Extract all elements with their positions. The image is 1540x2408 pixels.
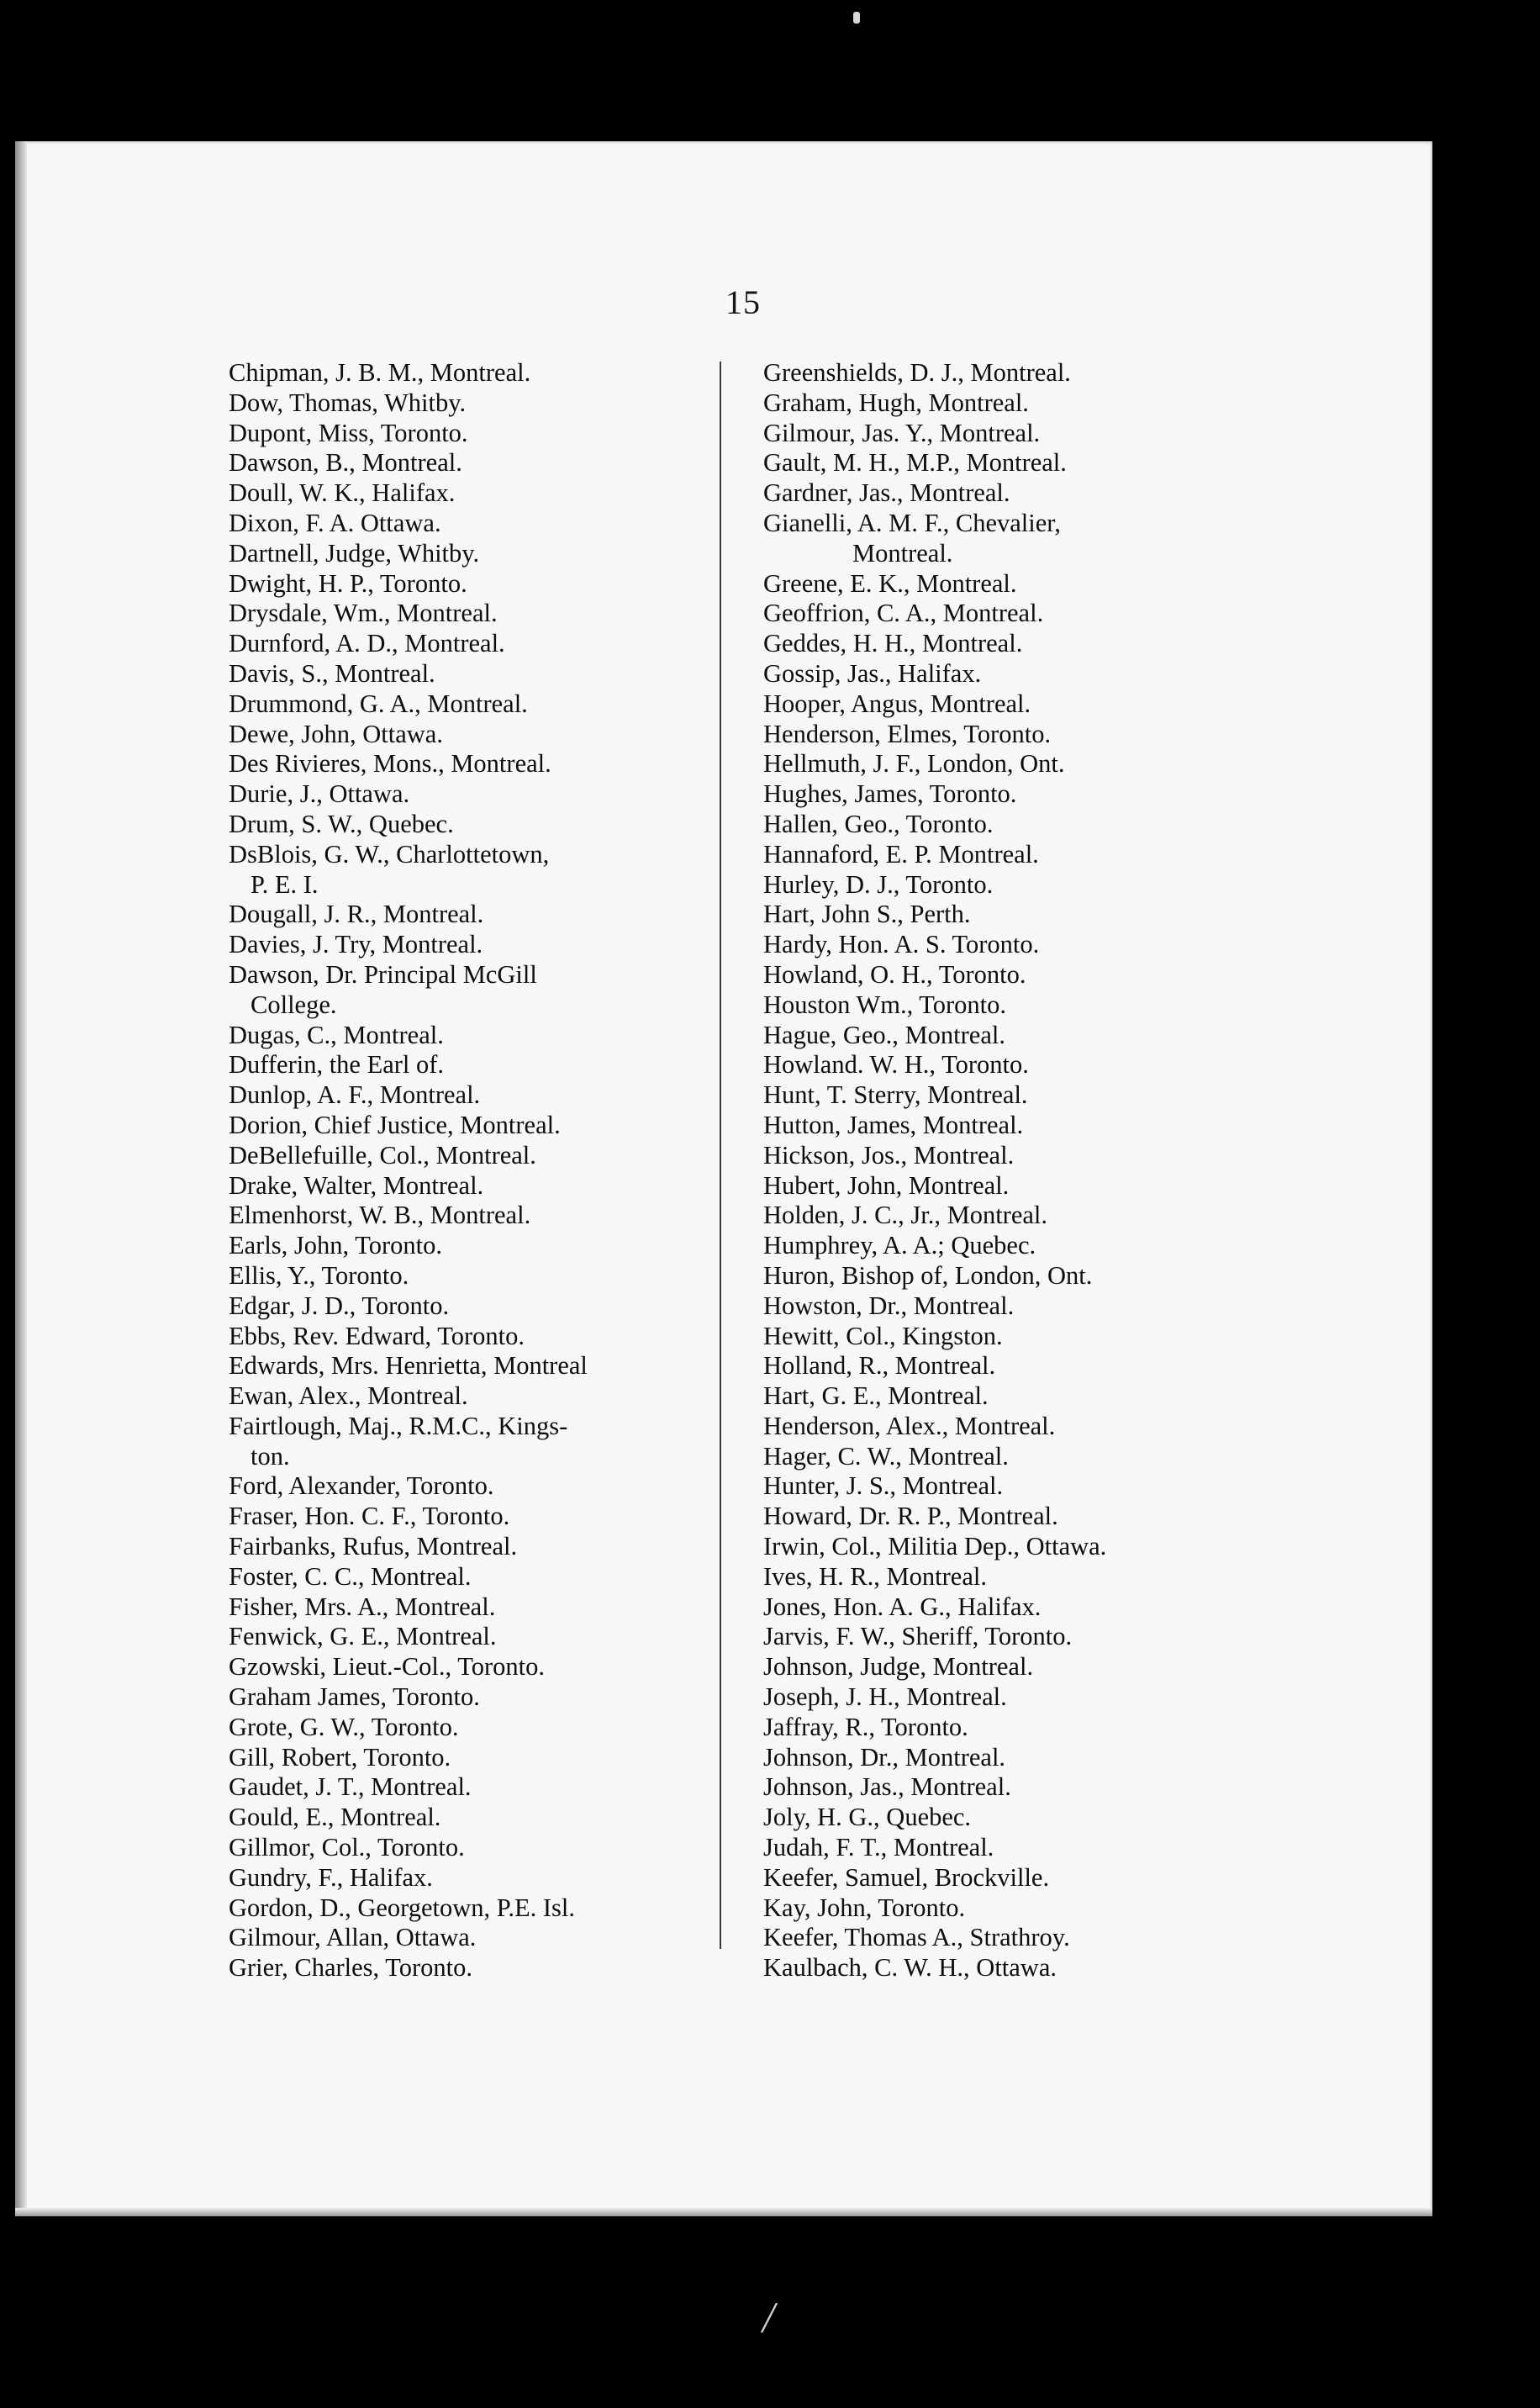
list-entry: Fairtlough, Maj., R.M.C., Kings-	[229, 1411, 568, 1440]
list-entry: Howston, Dr., Montreal.	[763, 1291, 1015, 1320]
column-divider	[720, 362, 721, 1949]
list-entry: Greene, E. K., Montreal.	[763, 568, 1017, 598]
list-entry: Gzowski, Lieut.-Col., Toronto.	[229, 1652, 545, 1682]
list-entry: Hooper, Angus, Montreal.	[763, 689, 1031, 718]
list-entry: Ellis, Y., Toronto.	[229, 1260, 409, 1290]
list-entry: Ford, Alexander, Toronto.	[229, 1471, 494, 1501]
scan-speck	[853, 12, 860, 24]
list-entry: Hart, G. E., Montreal.	[763, 1381, 989, 1411]
list-entry: Hannaford, E. P. Montreal.	[763, 839, 1039, 869]
list-entry: Kaulbach, C. W. H., Ottawa.	[763, 1953, 1057, 1983]
list-entry: Fenwick, G. E., Montreal.	[229, 1622, 497, 1651]
list-entry: Doull, W. K., Halifax.	[229, 478, 456, 508]
list-entry: Fisher, Mrs. A., Montreal.	[229, 1592, 496, 1621]
list-entry: Graham James, Toronto.	[229, 1682, 480, 1712]
list-entry: Gianelli, A. M. F., Chevalier,	[763, 508, 1061, 537]
list-entry: Durnford, A. D., Montreal.	[229, 629, 505, 658]
list-entry: DeBellefuille, Col., Montreal.	[229, 1140, 536, 1170]
list-entry: Johnson, Jas., Montreal.	[763, 1772, 1011, 1802]
list-entry: Foster, C. C., Montreal.	[229, 1561, 472, 1591]
list-entry: Joly, H. G., Quebec.	[763, 1803, 972, 1832]
list-entry: DsBlois, G. W., Charlottetown,	[229, 839, 550, 869]
list-entry: Dawson, B., Montreal.	[229, 448, 462, 478]
list-entry: Gaudet, J. T., Montreal.	[229, 1772, 472, 1802]
list-entry: Dewe, John, Ottawa.	[229, 719, 443, 748]
list-entry: Geddes, H. H., Montreal.	[763, 629, 1023, 658]
list-entry: Hickson, Jos., Montreal.	[763, 1140, 1015, 1170]
list-entry: Dugas, C., Montreal.	[229, 1020, 444, 1049]
list-entry: Davis, S., Montreal.	[229, 658, 435, 688]
list-entry: Dunlop, A. F., Montreal.	[229, 1080, 481, 1110]
list-entry: Ives, H. R., Montreal.	[763, 1561, 987, 1591]
list-entry: Howland, O. H., Toronto.	[763, 959, 1026, 989]
list-entry: Kay, John, Toronto.	[763, 1893, 966, 1922]
list-entry: Des Rivieres, Mons., Montreal.	[229, 749, 551, 779]
list-entry: Drum, S. W., Quebec.	[229, 809, 454, 838]
list-entry: Johnson, Dr., Montreal.	[763, 1742, 1006, 1772]
list-entry: Gilmour, Jas. Y., Montreal.	[763, 418, 1041, 447]
list-entry: Hughes, James, Toronto.	[763, 779, 1017, 809]
list-entry: Jones, Hon. A. G., Halifax.	[763, 1592, 1042, 1621]
list-entry: Edgar, J. D., Toronto.	[229, 1291, 450, 1320]
list-entry: Dougall, J. R., Montreal.	[229, 900, 484, 929]
list-entry: Howard, Dr. R. P., Montreal.	[763, 1502, 1058, 1531]
right-column-list	[763, 358, 1234, 1983]
list-entry: Fraser, Hon. C. F., Toronto.	[229, 1502, 510, 1531]
list-entry: Judah, F. T., Montreal.	[763, 1833, 994, 1862]
list-entry: Keefer, Samuel, Brockville.	[763, 1862, 1050, 1892]
list-entry: Grier, Charles, Toronto.	[229, 1953, 473, 1983]
list-entry: Elmenhorst, W. B., Montreal.	[229, 1201, 531, 1230]
page-number: 15	[725, 283, 761, 321]
list-entry: Hurley, D. J., Toronto.	[763, 869, 994, 899]
list-entry: Fairbanks, Rufus, Montreal.	[229, 1532, 518, 1561]
list-entry: Johnson, Judge, Montreal.	[763, 1652, 1034, 1682]
scan-stray-mark: ╱	[762, 2305, 778, 2332]
list-entry: Dorion, Chief Justice, Montreal.	[229, 1110, 561, 1139]
list-entry: Henderson, Elmes, Toronto.	[763, 719, 1052, 748]
list-entry: Henderson, Alex., Montreal.	[763, 1411, 1056, 1440]
list-entry: Earls, John, Toronto.	[229, 1231, 442, 1260]
list-entry: Hart, John S., Perth.	[763, 900, 971, 929]
document-page	[15, 141, 1432, 2216]
list-entry: Drake, Walter, Montreal.	[229, 1170, 484, 1200]
left-column-list	[229, 358, 699, 1983]
list-entry: Gill, Robert, Toronto.	[229, 1742, 451, 1772]
list-entry: Ebbs, Rev. Edward, Toronto.	[229, 1321, 525, 1350]
list-entry: Gilmour, Allan, Ottawa.	[229, 1923, 477, 1952]
list-entry: Hallen, Geo., Toronto.	[763, 809, 994, 838]
list-entry: Hague, Geo., Montreal.	[763, 1020, 1005, 1049]
list-entry: Dixon, F. A. Ottawa.	[229, 508, 441, 537]
list-entry: Holden, J. C., Jr., Montreal.	[763, 1201, 1048, 1230]
list-entry: Edwards, Mrs. Henrietta, Montreal	[229, 1351, 588, 1381]
list-entry: Gardner, Jas., Montreal.	[763, 478, 1010, 508]
list-entry: Humphrey, A. A.; Quebec.	[763, 1231, 1036, 1260]
list-entry: Huron, Bishop of, London, Ont.	[763, 1260, 1093, 1290]
list-entry: Gundry, F., Halifax.	[229, 1862, 433, 1892]
list-entry: Geoffrion, C. A., Montreal.	[763, 599, 1044, 628]
list-entry: Joseph, J. H., Montreal.	[763, 1682, 1007, 1712]
list-entry: Dupont, Miss, Toronto.	[229, 418, 468, 447]
list-entry: Hager, C. W., Montreal.	[763, 1441, 1009, 1471]
list-entry: Dartnell, Judge, Whitby.	[229, 538, 480, 568]
list-entry-continuation: Montreal.	[852, 538, 953, 568]
list-entry: Graham, Hugh, Montreal.	[763, 388, 1029, 417]
list-entry: Jarvis, F. W., Sheriff, Toronto.	[763, 1622, 1073, 1651]
list-entry: Hunter, J. S., Montreal.	[763, 1471, 1004, 1501]
list-entry-continuation: ton.	[251, 1441, 290, 1471]
list-entry: Gossip, Jas., Halifax.	[763, 658, 982, 688]
list-entry-continuation: P. E. I.	[251, 869, 319, 899]
list-entry: Davies, J. Try, Montreal.	[229, 930, 483, 959]
list-entry: Gordon, D., Georgetown, P.E. Isl.	[229, 1893, 576, 1922]
list-entry: Houston Wm., Toronto.	[763, 990, 1007, 1019]
list-entry: Gillmor, Col., Toronto.	[229, 1833, 465, 1862]
page-bottom-edge	[15, 2208, 1432, 2216]
list-entry: Durie, J., Ottawa.	[229, 779, 410, 809]
list-entry: Dawson, Dr. Principal McGill	[229, 959, 537, 989]
list-entry: Dwight, H. P., Toronto.	[229, 568, 467, 598]
list-entry: Dow, Thomas, Whitby.	[229, 388, 467, 417]
list-entry: Gault, M. H., M.P., Montreal.	[763, 448, 1067, 478]
list-entry: Grote, G. W., Toronto.	[229, 1712, 459, 1741]
list-entry: Hunt, T. Sterry, Montreal.	[763, 1080, 1028, 1110]
list-entry: Dufferin, the Earl of.	[229, 1050, 445, 1080]
list-entry: Irwin, Col., Militia Dep., Ottawa.	[763, 1532, 1107, 1561]
list-entry: Greenshields, D. J., Montreal.	[763, 358, 1071, 387]
list-entry: Keefer, Thomas A., Strathroy.	[763, 1923, 1070, 1952]
list-entry: Holland, R., Montreal.	[763, 1351, 996, 1381]
list-entry: Drummond, G. A., Montreal.	[229, 689, 528, 718]
list-entry: Hellmuth, J. F., London, Ont.	[763, 749, 1065, 779]
list-entry: Hubert, John, Montreal.	[763, 1170, 1010, 1200]
list-entry: Hutton, James, Montreal.	[763, 1110, 1024, 1139]
list-entry: Hewitt, Col., Kingston.	[763, 1321, 1003, 1350]
list-entry: Chipman, J. B. M., Montreal.	[229, 358, 531, 387]
list-entry-continuation: College.	[251, 990, 337, 1019]
list-entry: Jaffray, R., Toronto.	[763, 1712, 968, 1741]
list-entry: Drysdale, Wm., Montreal.	[229, 599, 498, 628]
list-entry: Gould, E., Montreal.	[229, 1803, 441, 1832]
list-entry: Hardy, Hon. A. S. Toronto.	[763, 930, 1040, 959]
list-entry: Ewan, Alex., Montreal.	[229, 1381, 468, 1411]
page-edge-shadow	[15, 141, 27, 2216]
list-entry: Howland. W. H., Toronto.	[763, 1050, 1029, 1080]
